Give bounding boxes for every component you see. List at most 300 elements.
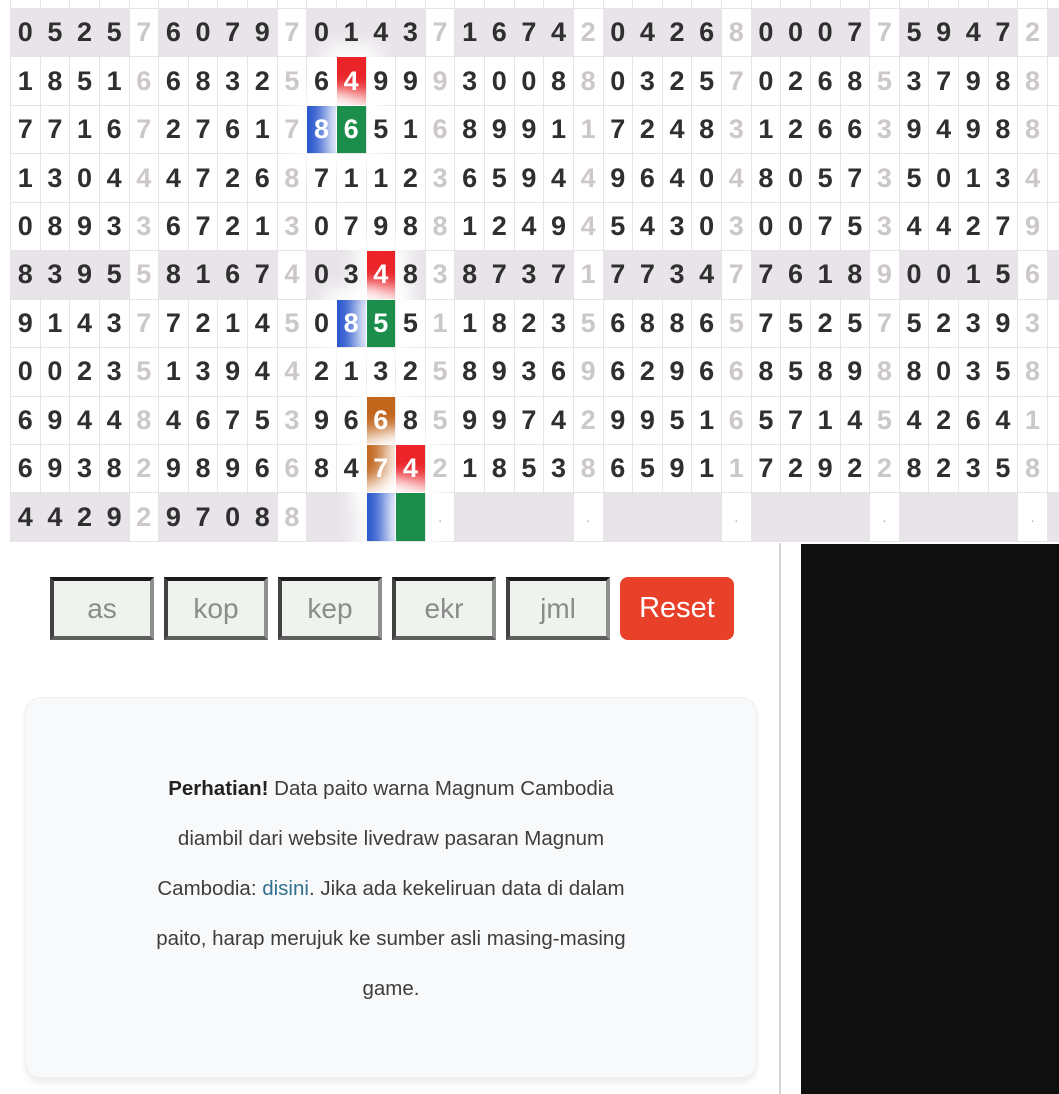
grid-cell: 8 [722, 9, 752, 57]
grid-cell [1048, 0, 1059, 9]
grid-cell: 4 [663, 106, 693, 154]
grid-cell: 4 [959, 9, 989, 57]
grid-cell: 6 [130, 57, 160, 105]
grid-cell: 0 [11, 9, 41, 57]
grid-cell: 3 [41, 154, 71, 202]
grid-cell: 6 [337, 397, 367, 445]
notice-line: Perhatian! Data paito warna Magnum Cambodia [168, 777, 614, 800]
grid-cell: 5 [900, 154, 930, 202]
grid-cell [544, 493, 574, 541]
grid-cell: 2 [574, 397, 604, 445]
grid-cell: 4 [515, 203, 545, 251]
grid-cell: 8 [1018, 57, 1048, 105]
grid-cell: 9 [515, 154, 545, 202]
grid-cell: 5 [426, 397, 456, 445]
grid-cell [1048, 9, 1059, 57]
grid-cell: 4 [574, 203, 604, 251]
grid-cell: 7 [604, 106, 634, 154]
grid-cell: 6 [811, 106, 841, 154]
grid-cell: 6 [11, 397, 41, 445]
grid-cell [70, 0, 100, 9]
grid-row [11, 300, 1059, 348]
grid-cell: 2 [663, 57, 693, 105]
grid-cell [841, 0, 871, 9]
ad-placeholder [801, 544, 1059, 1094]
grid-cell: 3 [722, 106, 752, 154]
grid-cell: 8 [485, 300, 515, 348]
grid-cell: 4 [159, 154, 189, 202]
grid-cell: 5 [515, 445, 545, 493]
grid-cell: 5 [604, 203, 634, 251]
grid-cell: 8 [989, 57, 1019, 105]
grid-cell: 3 [278, 203, 308, 251]
grid-cell: 2 [130, 493, 160, 541]
grid-cell: 8 [574, 57, 604, 105]
grid-cell [515, 0, 545, 9]
grid-cell: 7 [11, 106, 41, 154]
notice-text [26, 698, 756, 1014]
grid-cell: 4 [722, 154, 752, 202]
grid-cell: 9 [396, 57, 426, 105]
grid-cell: 6 [604, 445, 634, 493]
grid-cell: 0 [781, 203, 811, 251]
grid-cell [959, 493, 989, 541]
grid-cell: . [870, 493, 900, 541]
grid-cell: 7 [989, 203, 1019, 251]
grid-cell-green: 5 [367, 300, 397, 348]
grid-cell [929, 0, 959, 9]
grid-cell: 9 [307, 397, 337, 445]
grid-cell: 6 [692, 300, 722, 348]
grid-cell: 6 [455, 154, 485, 202]
grid-cell: 5 [485, 154, 515, 202]
grid-cell: 8 [455, 106, 485, 154]
grid-cell: 2 [515, 300, 545, 348]
grid-cell: 2 [781, 57, 811, 105]
grid-cell: 3 [41, 251, 71, 299]
grid-cell [604, 493, 634, 541]
grid-cell: 5 [781, 300, 811, 348]
grid-cell: 1 [159, 348, 189, 396]
grid-cell: 2 [218, 154, 248, 202]
grid-cell: 7 [485, 251, 515, 299]
grid-cell: 9 [159, 493, 189, 541]
grid-cell: 6 [722, 348, 752, 396]
grid-cell: 8 [692, 106, 722, 154]
grid-cell: 3 [189, 348, 219, 396]
grid-cell: 1 [11, 154, 41, 202]
grid-cell: 6 [218, 251, 248, 299]
grid-cell: 7 [248, 251, 278, 299]
grid-cell: 0 [485, 57, 515, 105]
grid-cell: 5 [841, 300, 871, 348]
grid-cell: 2 [189, 300, 219, 348]
grid-cell: 2 [929, 300, 959, 348]
grid-cell: 2 [70, 9, 100, 57]
reset-button[interactable]: Reset [620, 577, 734, 640]
grid-cell: 0 [70, 154, 100, 202]
grid-cell: 0 [900, 251, 930, 299]
grid-cell [722, 0, 752, 9]
grid-cell: 3 [870, 154, 900, 202]
grid-cell: 6 [159, 9, 189, 57]
disini-link[interactable]: disini [262, 877, 309, 900]
grid-cell: 9 [485, 348, 515, 396]
grid-cell: 9 [41, 397, 71, 445]
grid-cell: 3 [870, 203, 900, 251]
grid-cell: 3 [544, 445, 574, 493]
grid-cell-orange: 7 [367, 445, 397, 493]
grid-cell: 7 [218, 9, 248, 57]
grid-cell: 4 [544, 9, 574, 57]
grid-cell: 7 [426, 9, 456, 57]
grid-cell: 0 [752, 57, 782, 105]
grid-cell: 6 [159, 203, 189, 251]
ekr-button[interactable]: ekr [392, 577, 496, 640]
grid-cell: 3 [100, 203, 130, 251]
grid-cell: . [722, 493, 752, 541]
grid-cell: 7 [159, 300, 189, 348]
grid-cell: 9 [515, 106, 545, 154]
grid-cell [455, 493, 485, 541]
grid-cell-orange: 6 [367, 397, 397, 445]
grid-cell: 4 [248, 348, 278, 396]
grid-cell [159, 0, 189, 9]
grid-cell: 7 [722, 251, 752, 299]
grid-cell [781, 0, 811, 9]
grid-cell: 1 [959, 251, 989, 299]
grid-cell: 1 [248, 203, 278, 251]
grid-cell: 5 [574, 300, 604, 348]
grid-cell: 1 [337, 348, 367, 396]
grid-cell: 9 [870, 251, 900, 299]
grid-cell: 4 [900, 203, 930, 251]
grid-cell: 4 [278, 348, 308, 396]
grid-cell: 6 [604, 348, 634, 396]
grid-cell: 0 [752, 203, 782, 251]
grid-cell: 9 [663, 348, 693, 396]
grid-cell [1048, 154, 1059, 202]
grid-cell: 9 [41, 445, 71, 493]
grid-cell: 7 [189, 106, 219, 154]
grid-cell: 5 [100, 251, 130, 299]
grid-cell: 8 [841, 57, 871, 105]
grid-cell: 5 [248, 397, 278, 445]
grid-cell: 4 [70, 397, 100, 445]
grid-cell: 4 [278, 251, 308, 299]
grid-cell: 5 [70, 57, 100, 105]
grid-cell: 6 [426, 106, 456, 154]
grid-cell: 8 [278, 154, 308, 202]
grid-cell: 4 [41, 493, 71, 541]
grid-cell: 6 [159, 57, 189, 105]
grid-cell [426, 0, 456, 9]
grid-cell: 7 [130, 106, 160, 154]
grid-cell: 8 [900, 348, 930, 396]
grid-cell [1048, 445, 1059, 493]
grid-cell: 2 [307, 348, 337, 396]
grid-cell: 6 [307, 57, 337, 105]
grid-cell: 1 [574, 106, 604, 154]
grid-cell: 8 [455, 251, 485, 299]
grid-cell: 5 [426, 348, 456, 396]
grid-cell: 4 [692, 251, 722, 299]
grid-cell [100, 0, 130, 9]
grid-cell [633, 0, 663, 9]
grid-cell: 3 [900, 57, 930, 105]
grid-cell: 3 [959, 348, 989, 396]
grid-cell: 4 [159, 397, 189, 445]
grid-cell: 8 [811, 348, 841, 396]
grid-cell: 7 [218, 397, 248, 445]
notice-card [25, 697, 757, 1078]
grid-cell [130, 0, 160, 9]
grid-cell: 1 [455, 300, 485, 348]
grid-cell: 5 [278, 300, 308, 348]
grid-cell: 9 [959, 106, 989, 154]
grid-cell: 0 [929, 251, 959, 299]
grid-cell: 8 [41, 57, 71, 105]
grid-cell: 7 [752, 300, 782, 348]
grid-cell: 8 [41, 203, 71, 251]
grid-cell: 9 [485, 397, 515, 445]
grid-cell: 3 [337, 251, 367, 299]
grid-cell: 5 [989, 445, 1019, 493]
grid-cell [870, 0, 900, 9]
grid-cell: 3 [633, 57, 663, 105]
grid-cell: 5 [692, 57, 722, 105]
grid-cell: 8 [485, 445, 515, 493]
grid-cell: 3 [218, 57, 248, 105]
grid-cell: 3 [544, 300, 574, 348]
grid-cell: 8 [544, 57, 574, 105]
grid-cell: 8 [663, 300, 693, 348]
grid-cell: 5 [900, 9, 930, 57]
grid-cell: 6 [278, 445, 308, 493]
grid-cell: 1 [1018, 397, 1048, 445]
grid-cell: 8 [278, 493, 308, 541]
grid-cell: 4 [633, 203, 663, 251]
grid-cell: 9 [811, 445, 841, 493]
grid-cell: 1 [41, 300, 71, 348]
grid-cell: 7 [870, 9, 900, 57]
grid-cell [41, 0, 71, 9]
grid-cell: 1 [752, 106, 782, 154]
grid-cell: 8 [130, 397, 160, 445]
grid-cell: 9 [604, 154, 634, 202]
grid-cell: 7 [929, 57, 959, 105]
grid-cell: 1 [574, 251, 604, 299]
grid-cell: 6 [722, 397, 752, 445]
grid-cell [692, 0, 722, 9]
grid-cell: 1 [959, 154, 989, 202]
grid-cell: 9 [1018, 203, 1048, 251]
grid-cell: 4 [337, 445, 367, 493]
grid-cell: 1 [367, 154, 397, 202]
grid-cell: 2 [781, 445, 811, 493]
grid-row [11, 9, 1059, 57]
grid-cell [811, 493, 841, 541]
toolbar [50, 577, 734, 640]
grid-cell: 8 [189, 57, 219, 105]
grid-cell: 8 [752, 348, 782, 396]
grid-cell: 4 [929, 203, 959, 251]
grid-cell: 5 [633, 445, 663, 493]
grid-cell: 1 [100, 57, 130, 105]
grid-cell: 3 [100, 348, 130, 396]
grid-cell: 7 [189, 493, 219, 541]
grid-cell: 2 [159, 106, 189, 154]
grid-cell: 4 [841, 397, 871, 445]
grid-cell: 5 [100, 9, 130, 57]
grid-cell [1048, 493, 1059, 541]
grid-cell: 3 [870, 106, 900, 154]
grid-cell [574, 0, 604, 9]
grid-cell: 8 [11, 251, 41, 299]
grid-cell-blue: 8 [307, 106, 337, 154]
column-divider [779, 543, 781, 1094]
grid-cell: 3 [959, 445, 989, 493]
grid-row [11, 397, 1059, 445]
grid-cell [989, 493, 1019, 541]
grid-cell: 8 [1018, 348, 1048, 396]
grid-cell: 1 [455, 9, 485, 57]
grid-cell: 0 [604, 9, 634, 57]
grid-row [11, 106, 1059, 154]
grid-cell [781, 493, 811, 541]
grid-cell: 0 [307, 203, 337, 251]
grid-cell: 0 [307, 300, 337, 348]
grid-row [11, 445, 1059, 493]
grid-cell: 1 [337, 154, 367, 202]
grid-cell: 3 [70, 445, 100, 493]
grid-cell: 9 [929, 9, 959, 57]
grid-cell: 9 [604, 397, 634, 445]
kep-button[interactable]: kep [278, 577, 382, 640]
grid-cell: 6 [189, 397, 219, 445]
grid-cell [1018, 0, 1048, 9]
grid-cell: 8 [1018, 445, 1048, 493]
grid-cell: 7 [722, 57, 752, 105]
grid-cell: 0 [781, 9, 811, 57]
grid-cell [604, 0, 634, 9]
grid-cell: 3 [515, 348, 545, 396]
as-button[interactable]: as [50, 577, 154, 640]
grid-cell [11, 0, 41, 9]
grid-cell: 8 [841, 251, 871, 299]
grid-cell: 7 [189, 154, 219, 202]
grid-cell: 7 [841, 154, 871, 202]
grid-cell: . [426, 493, 456, 541]
grid-cell: 5 [870, 57, 900, 105]
grid-cell: 0 [692, 154, 722, 202]
jml-button[interactable]: jml [506, 577, 610, 640]
kop-button[interactable]: kop [164, 577, 268, 640]
grid-cell: 6 [100, 106, 130, 154]
grid-cell: 8 [396, 251, 426, 299]
grid-cell: 8 [752, 154, 782, 202]
grid-cell: 4 [100, 154, 130, 202]
grid-cell: 7 [41, 106, 71, 154]
grid-cell: 7 [515, 397, 545, 445]
grid-cell: 1 [70, 106, 100, 154]
grid-cell: 6 [485, 9, 515, 57]
grid-cell: 8 [1018, 106, 1048, 154]
grid-cell: 8 [455, 348, 485, 396]
grid-cell-blue [367, 493, 397, 541]
grid-cell: 0 [11, 203, 41, 251]
grid-cell: 9 [426, 57, 456, 105]
grid-cell [900, 493, 930, 541]
grid-cell: 7 [841, 9, 871, 57]
grid-cell: 8 [396, 397, 426, 445]
grid-cell: 9 [248, 9, 278, 57]
grid-cell [189, 0, 219, 9]
grid-cell: 0 [781, 154, 811, 202]
grid-cell [1048, 203, 1059, 251]
grid-cell: 2 [574, 9, 604, 57]
grid-cell: 4 [929, 106, 959, 154]
grid-cell [396, 0, 426, 9]
grid-cell: 1 [11, 57, 41, 105]
grid-cell: 4 [1018, 154, 1048, 202]
grid-cell: 8 [870, 348, 900, 396]
grid-cell: 7 [307, 154, 337, 202]
grid-cell: 5 [367, 106, 397, 154]
grid-cell: 3 [663, 203, 693, 251]
grid-cell [633, 493, 663, 541]
grid-cell: 9 [218, 348, 248, 396]
grid-cell: 4 [130, 154, 160, 202]
grid-cell: 8 [574, 445, 604, 493]
grid-cell: 6 [604, 300, 634, 348]
grid-cell: 1 [455, 445, 485, 493]
grid-cell: 5 [130, 251, 160, 299]
grid-cell: 3 [130, 203, 160, 251]
grid-cell: 7 [752, 251, 782, 299]
grid-cell: 7 [130, 9, 160, 57]
grid-row [11, 203, 1059, 251]
grid-cell: 9 [70, 203, 100, 251]
grid-cell: 3 [426, 154, 456, 202]
grid-cell: 7 [515, 9, 545, 57]
grid-cell: 5 [663, 397, 693, 445]
grid-cell: 5 [278, 57, 308, 105]
grid-cell: 4 [544, 154, 574, 202]
grid-cell: 1 [248, 106, 278, 154]
grid-cell: 9 [367, 57, 397, 105]
grid-cell: 5 [752, 397, 782, 445]
grid-cell: 7 [781, 397, 811, 445]
grid-cell [248, 0, 278, 9]
grid-cell: 9 [70, 251, 100, 299]
grid-cell: 2 [70, 348, 100, 396]
grid-row [11, 251, 1059, 299]
grid-cell: 4 [367, 9, 397, 57]
grid-cell: 2 [485, 203, 515, 251]
grid-cell: 6 [633, 154, 663, 202]
grid-cell: 7 [189, 203, 219, 251]
grid-cell: 1 [337, 9, 367, 57]
grid-cell [485, 493, 515, 541]
notice-line: Cambodia: disini. Jika ada kekeliruan data di dalam [157, 877, 625, 900]
grid-cell: 9 [218, 445, 248, 493]
grid-cell: 5 [870, 397, 900, 445]
grid-cell: 9 [544, 203, 574, 251]
grid-cell: 0 [604, 57, 634, 105]
grid-cell: 5 [811, 154, 841, 202]
grid-cell: 8 [989, 106, 1019, 154]
